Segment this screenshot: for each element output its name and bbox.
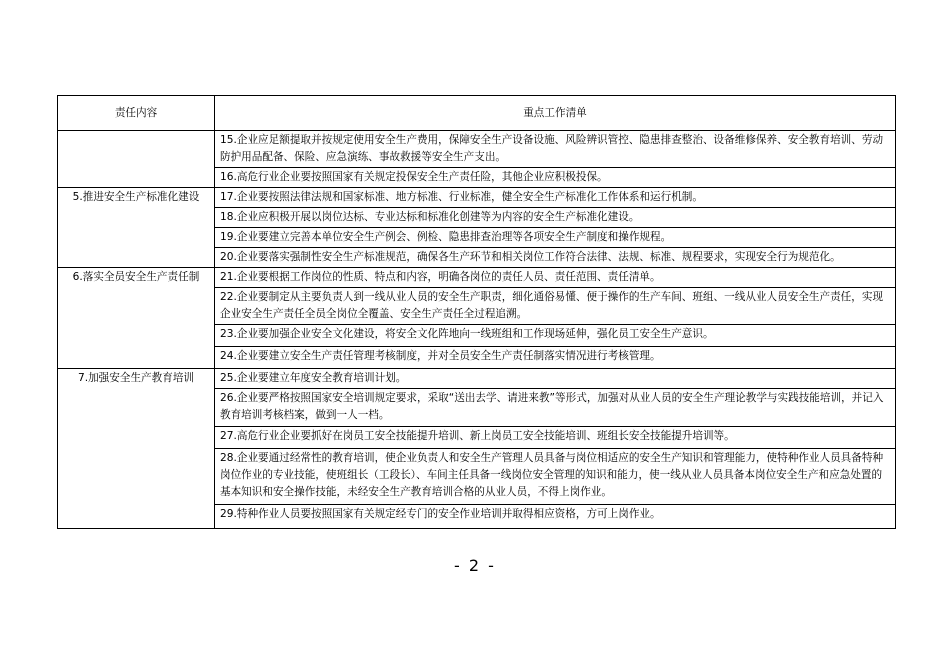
item-28: 28.企业要通过经常性的教育培训，使企业负责人和安全生产管理人员具备与岗位相适应的安全生产知识和管理能力，使特种作业人员具备特种岗位作业的专业技能，使班组长（工段长）、车间主任具备一线岗位安全管理的知识和能力，使一线从业人员具备本岗位安全生产和应急处置的基本知识和安全操作技能，未经安全生产教育培训合格的从业人员，不得上岗作业。 <box>215 449 896 505</box>
item-23: 23.企业要加强企业安全文化建设，将安全文化阵地向一线班组和工作现场延伸，强化员工安全生产意识。 <box>215 325 896 347</box>
item-15: 15.企业应足额提取并按规定使用安全生产费用，保障安全生产设备设施、风险辨识管控、隐患排查整治、设备维修保养、安全教育培训、劳动防护用品配备、保险、应急演练、事故救援等安全生产支出。 <box>215 131 896 168</box>
table-row <box>58 369 896 389</box>
item-26: 26.企业要严格按照国家安全培训规定要求，采取“送出去学、请进来教”等形式，加强对从业人员的安全生产理论教学与实践技能培训，并记入教育培训考核档案，做到一人一档。 <box>215 389 896 427</box>
page-number: - 2 - <box>454 556 496 575</box>
header-work-list: 重点工作清单 <box>215 96 896 131</box>
category-standardization: 5.推进安全生产标准化建设 <box>58 188 215 268</box>
table-row <box>58 188 896 208</box>
category-cell-continued <box>58 131 215 188</box>
category-education-training: 7.加强安全生产教育培训 <box>58 369 215 529</box>
category-responsibility-system: 6.落实全员安全生产责任制 <box>58 268 215 369</box>
table-header-row <box>58 96 896 131</box>
item-27: 27.高危行业企业要抓好在岗员工安全技能提升培训、新上岗员工安全技能培训、班组长安全技能提升培训等。 <box>215 427 896 449</box>
item-20: 20.企业要落实强制性安全生产标准规范，确保各生产环节和相关岗位工作符合法律、法规、标准、规程要求，实现安全行为规范化。 <box>215 248 896 268</box>
responsibility-table <box>57 95 896 529</box>
item-17: 17.企业要按照法律法规和国家标准、地方标准、行业标准，健全安全生产标准化工作体系和运行机制。 <box>215 188 896 208</box>
item-19: 19.企业要建立完善本单位安全生产例会、例检、隐患排查治理等各项安全生产制度和操作规程。 <box>215 228 896 248</box>
item-16: 16.高危行业企业要按照国家有关规定投保安全生产责任险，其他企业应积极投保。 <box>215 168 896 188</box>
item-24: 24.企业要建立安全生产责任管理考核制度，并对全员安全生产责任制落实情况进行考核管理。 <box>215 347 896 369</box>
item-18: 18.企业应积极开展以岗位达标、专业达标和标准化创建等为内容的安全生产标准化建设。 <box>215 208 896 228</box>
item-21: 21.企业要根据工作岗位的性质、特点和内容，明确各岗位的责任人员、责任范围、责任清单。 <box>215 268 896 288</box>
item-22: 22.企业要制定从主要负责人到一线从业人员的安全生产职责，细化通俗易懂、便于操作的生产车间、班组、一线从业人员安全生产责任，实现企业安全生产责任全员全岗位全覆盖、安全生产责任全过程追溯。 <box>215 288 896 325</box>
header-responsibility: 责任内容 <box>58 96 215 131</box>
item-29: 29.特种作业人员要按照国家有关规定经专门的安全作业培训并取得相应资格，方可上岗作业。 <box>215 505 896 529</box>
item-25: 25.企业要建立年度安全教育培训计划。 <box>215 369 896 389</box>
table-row <box>58 131 896 168</box>
table-row <box>58 268 896 288</box>
